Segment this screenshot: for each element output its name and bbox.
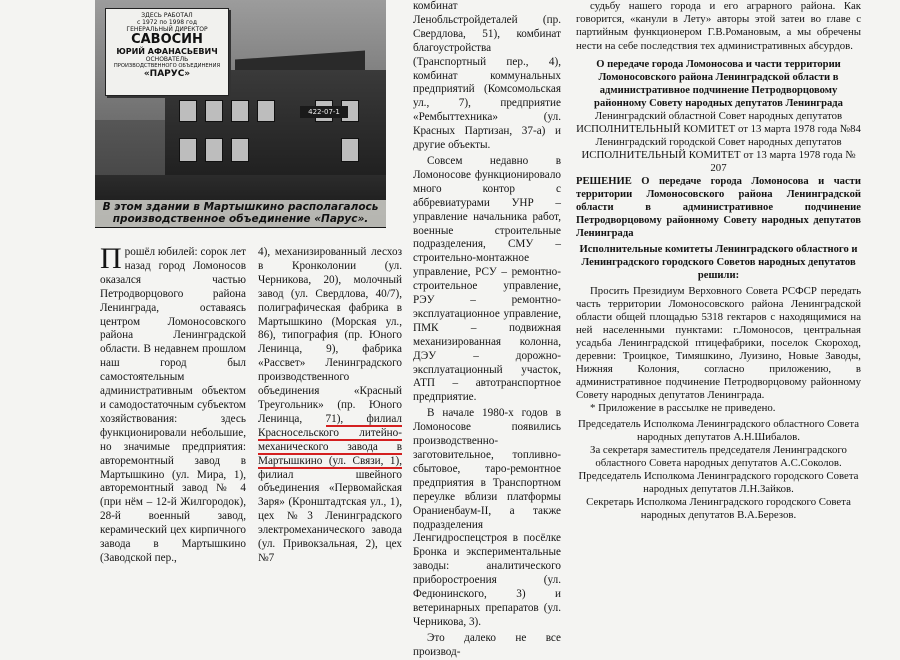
signature-1: Председатель Исполкома Ленинградского областного Совета народных депутатов А.Н.Шибалов.	[577, 417, 860, 443]
photo-caption: В этом здании в Мартышкино располагалось производственное объединение «Парус».	[95, 200, 386, 227]
signature-4: Секретарь Исполкома Ленинградского городского Совета народных депутатов В.А.Березов.	[586, 495, 851, 521]
column-3-para-2: Совсем недавно в Ломоносове функционировало много контор с аббревиатурами УНР – управление начальника работ, военные строительные подразделения, СМУ – строительно-монтажное управление, РСУ – ремонтно-строительное управление, РЭУ – ремонтно-эксплуатационное управление, ПМК – подвижная механизированная колонна, ДЭУ – дорожно-эксплуатационный участок, АТП – автотранспортное предприятие.	[413, 154, 561, 404]
column-3-para-4: Это далеко не все производ-	[413, 631, 561, 658]
signature-3: Председатель Исполкома Ленинградского городского Совета народных депутатов Л.Н.Зайков.	[578, 469, 859, 495]
signature-2: За секретаря заместитель председателя Ленинградского областного Совета народных депутатов А.С.Соколов.	[590, 443, 847, 469]
council-city: Ленинградский городской Совет народных депутатов	[595, 135, 842, 148]
appendix-note: * Приложение в рассылке не приведено.	[590, 401, 776, 414]
council-regional: Ленинградский областной Совет народных депутатов	[594, 109, 843, 122]
column-4	[576, 0, 861, 521]
exec-committee-84: ИСПОЛНИТЕЛЬНЫЙ КОМИТЕТ от 13 марта 1978 года №84	[576, 122, 861, 135]
building-photo	[95, 0, 386, 228]
decision-body: Просить Президиум Верховного Совета РСФСР передать часть территории Ломоносовского района Ленинградской области общей площадью 5318 гектаров с находящимися на ней населенными пунктами: г.Ломоносов, центральная усадьба Ленинградской птицефабрики, поселок Скороход, деревни: Троицкое, Тимяшкино, Луизино, Новые Заводы, Нижняя Колония, согласно приложению, в административное подчинение Петродворцовому районному Совету народных депутатов Ленинграда.	[576, 284, 861, 401]
exec-committee-207: ИСПОЛНИТЕЛЬНЫЙ КОМИТЕТ от 13 марта 1978 года № 207	[581, 148, 856, 174]
column-2	[258, 246, 402, 564]
heading-transfer: О передаче города Ломоносова и части территории Ломоносовского района Ленинградской области в административное подчинение Петродворцовому районному Совету народных депутатов Ленинграда	[594, 58, 843, 109]
committees-decided: Исполнительные комитеты Ленинградского областного и Ленинградского городского Советов народных депутатов решили:	[579, 243, 858, 281]
highlighted-text: 71), филиал Красносельского литейно-механического завода в Мартышкино (ул. Связи, 1),	[258, 412, 402, 467]
drop-cap: П	[100, 242, 122, 275]
column-3	[413, 0, 561, 658]
memorial-plaque: ЗДЕСЬ РАБОТАЛ с 1972 по 1998 год ГЕНЕРАЛЬНЫЙ ДИРЕКТОР САВОСИН ЮРИЙ АФАНАСЬЕВИЧ ОСНОВАТЕЛЬ ПРОИЗВОДСТВЕННОГО ОБЪЕДИНЕНИЯ «ПАРУС»	[105, 8, 229, 96]
column-1-text: Прошёл юбилей: сорок лет назад город Ломоносов оказался частью Петродворцового района Ленинграда, оставаясь центром Ломоносовского района Ленинградской области. В недавнем прошлом наш город был самостоятельным административным объектом и самодостаточным субъектом хозяйствования: здесь функционировали небольшие, но значимые предприятия: авторемонтный завод в Мартышкино (ул. Мира, 1), авторемонтный завод № 4 (при нём – 12-й Жилгородок), 28-й военный завод, керамический цех кирпичного завода в Мартышкино (Заводской пер.,	[100, 242, 246, 564]
column-3-top: комбинат Ленобльстройдеталей (пр. Свердлова, 51), комбинат благоустройства (Транспортный пер., 4), комбинат коммунальных предприятий (Комсомольская ул., 7), предприятие «Рембыттехника» (ул. Красных Партизан, 37-а) и другие объекты.	[413, 0, 561, 152]
decision-heading: РЕШЕНИЕ О передаче города Ломоносова и части территории Ломоносовского района Ленинградской области в административное подчинение Петродворцовому районному Совету народных депутатов Ленинграда	[576, 175, 861, 239]
building-sign: 422-07-1	[300, 106, 348, 118]
column-2-text: 4), механизированный лесхоз в Кронколонии (ул. Черникова, 20), молочный завод (ул. Свердлова, 40/7), полиграфическая фабрика в Мартышкино (Морская ул., 86), типография (пр. Юного Ленинца, 9), фабрика «Рассвет» Ленинградского производственного объединения «Красный Треугольник» (пр. Юного Ленинца, 71), филиал Красносельского литейно-механического завода в Мартышкино (ул. Связи, 1), филиал швейного объединения «Первомайская Заря» (Кронштадтская ул., 1), цех №3 Ленинградского электромеханического завода (ул. Привокзальная, 2), цех №7	[258, 246, 402, 564]
column-3-para-3: В начале 1980-х годов в Ломоносове появились производственно-заготовительное, топливно-сбытовое, тарo-ремонтное предприятия в Транспортном переулке вблизи платформы Ораниенбаум-II, а также подразделения Ленгидроспецстроя в посёлке Бронка и экспериментальные заводы: аналитического приборостроения (ул. Федюнинского, 3) и ветеринарных препаратов (ул. Черникова, 3).	[413, 407, 561, 628]
column-1	[100, 242, 246, 564]
intro-text: судьбу нашего города и его аграрного района. Как говорится, «канули в Лету» авторы этой затеи во главе с партийным функционером Г.В.Романовым, а мы обречены нести на себе последствия тех административных абсурдов.	[576, 0, 861, 52]
